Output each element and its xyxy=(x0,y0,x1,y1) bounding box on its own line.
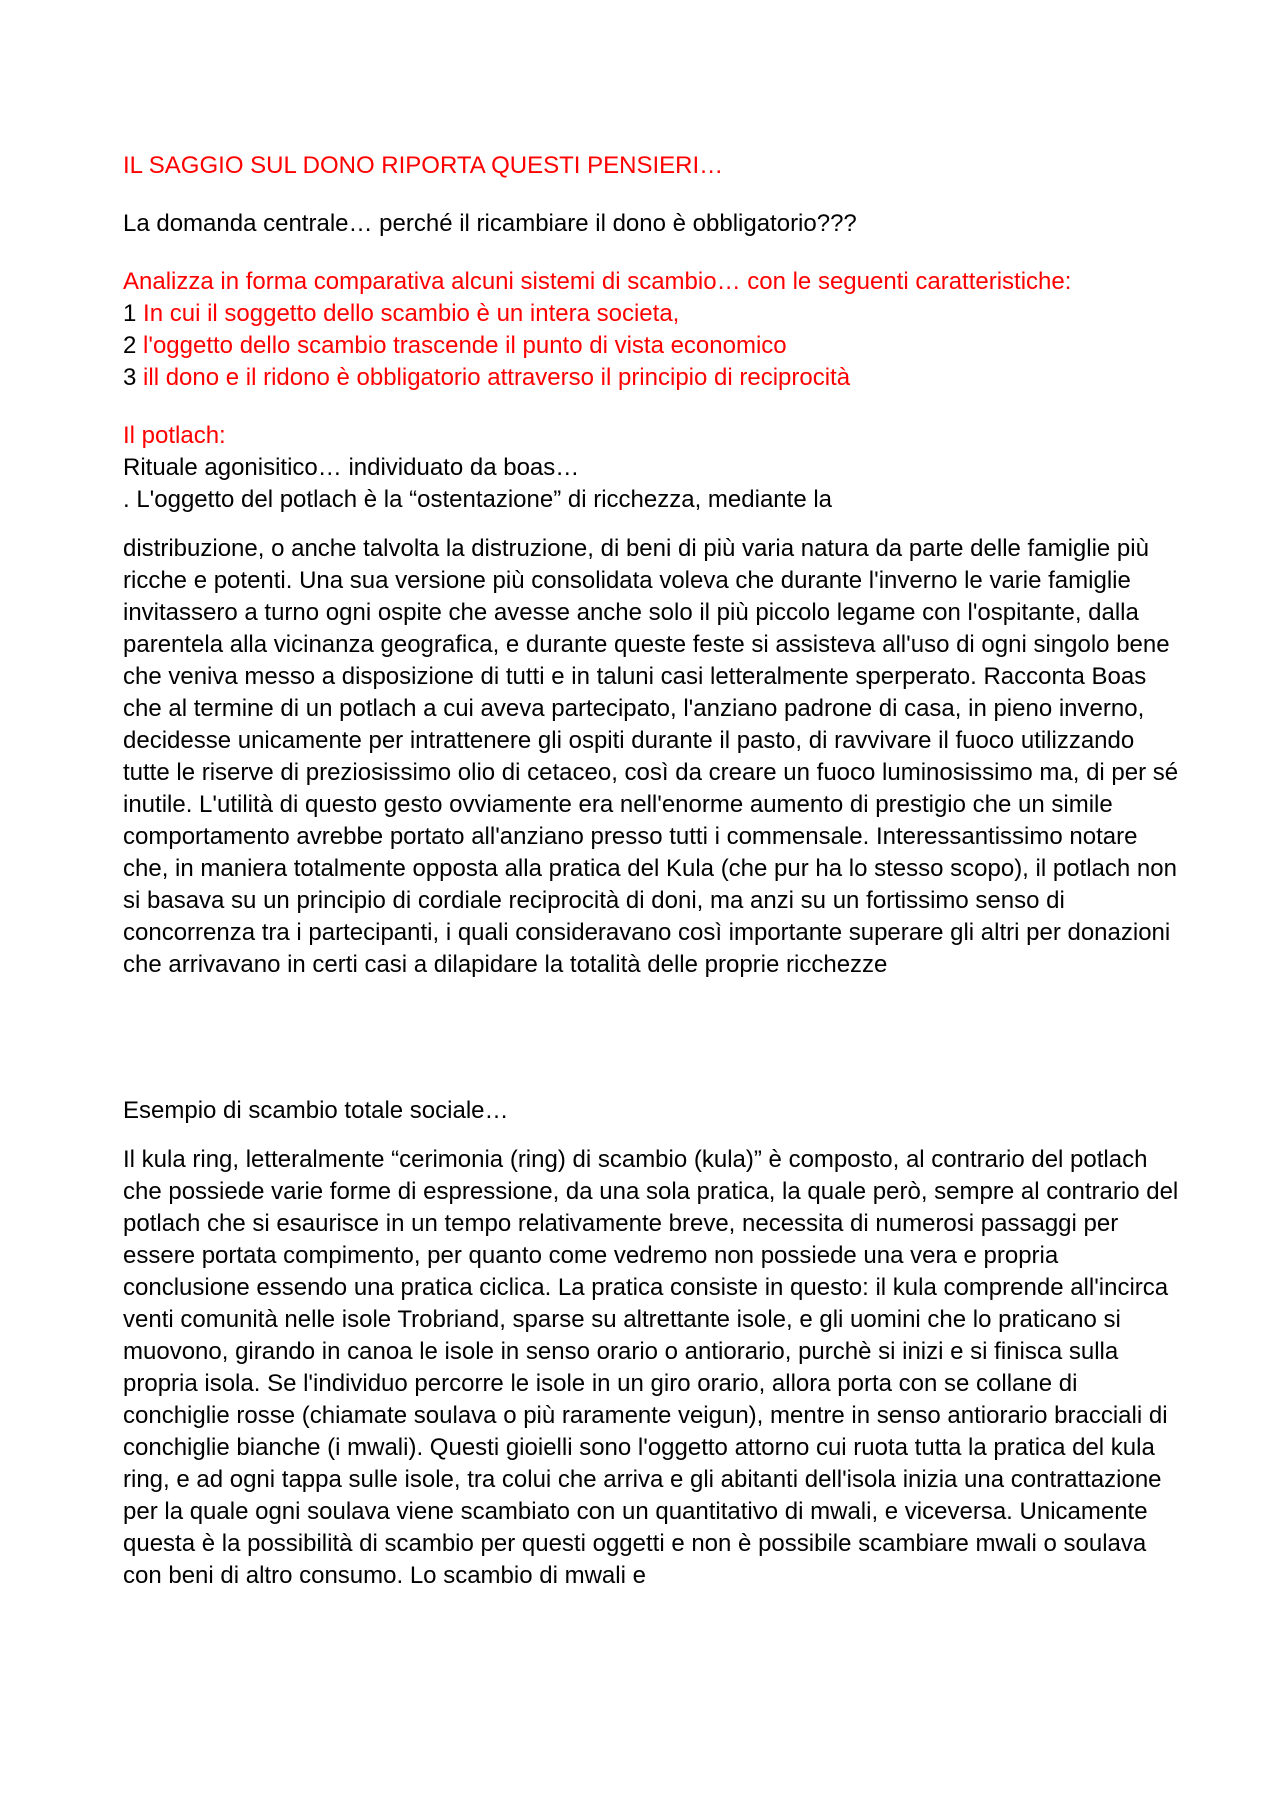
document-page xyxy=(123,150,1183,1592)
analysis-item-text: ill dono e il ridono è obbligatorio attraverso il principio di reciprocità xyxy=(143,364,851,391)
potlach-line-1: Rituale agonisitico… individuato da boas… xyxy=(123,454,580,481)
potlach-line-2: . L'oggetto del potlach è la “ostentazione” di ricchezza, mediante la xyxy=(123,486,833,513)
potlach-paragraph: distribuzione, o anche talvolta la distruzione, di beni di più varia natura da parte delle famiglie più ricche e potenti. Una sua versione più consolidata voleva che durante l'inverno le varie famiglie invitassero a turno ogni ospite che avesse anche solo il più piccolo legame con l'ospitante, dalla parentela alla vicinanza geografica, e durante queste feste si assisteva all'uso di ogni singolo bene che veniva messo a disposizione di tutti e in taluni casi letteralmente sperperato. Racconta Boas che al termine di un potlach a cui aveva partecipato, l'anziano padrone di casa, in pieno inverno, decidesse unicamente per intrattenere gli ospiti durante il pasto, di ravvivare il fuoco utilizzando tutte le riserve di preziosissimo olio di cetaceo, così da creare un fuoco luminosissimo ma, di per sé inutile. L'utilità di questo gesto ovviamente era nell'enorme aumento di prestigio che un simile comportamento avrebbe portato all'anziano presso tutti i commensale. Interessantissimo notare che, in maniera totalmente opposta alla pratica del Kula (che pur ha lo stesso scopo), il potlach non si basava su un principio di cordiale reciprocità di doni, ma anzi su un fortissimo senso di concorrenza tra i partecipanti, i quali consideravano così importante superare gli altri per donazioni che arrivavano in certi casi a dilapidare la totalità delle proprie ricchezze xyxy=(123,535,1179,978)
central-question: La domanda centrale… perché il ricambiare il dono è obbligatorio??? xyxy=(123,210,857,237)
kula-title: Esempio di scambio totale sociale… xyxy=(123,1097,509,1124)
analysis-item-number: 2 xyxy=(123,332,137,359)
kula-paragraph: Il kula ring, letteralmente “cerimonia (ring) di scambio (kula)” è composto, al contrario del potlach che possiede varie forme di espressione, da una sola pratica, la quale però, sempre al contrario del potlach che si esaurisce in un tempo relativamente breve, necessita di numerosi passaggi per essere portata compimento, per quanto come vedremo non possiede una vera e propria conclusione essendo una pratica ciclica. La pratica consiste in questo: il kula comprende all'incirca venti comunità nelle isole Trobriand, sparse su altrettante isole, e gli uomini che lo praticano si muovono, girando in canoa le isole in senso orario o antiorario, purchè si inizi e si finisca sulla propria isola. Se l'individuo percorre le isole in un giro orario, allora porta con se collane di conchiglie rosse (chiamate soulava o più raramente veigun), mentre in senso antiorario bracciali di conchiglie bianche (i mwali). Questi gioielli sono l'oggetto attorno cui ruota tutta la pratica del kula ring, e ad ogni tappa sulle isole, tra colui che arriva e gli abitanti dell'isola inizia una contrattazione per la quale ogni soulava viene scambiato con un quantitativo di mwali, e viceversa. Unicamente questa è la possibilità di scambio per questi oggetti e non è possibile scambiare mwali o soulava con beni di altro consumo. Lo scambio di mwali e xyxy=(123,1146,1179,1589)
analysis-item-text: In cui il soggetto dello scambio è un intera societa, xyxy=(143,300,680,327)
analysis-item-number: 1 xyxy=(123,300,137,327)
analysis-item-3 xyxy=(123,362,1183,394)
potlach-title: Il potlach: xyxy=(123,422,226,449)
analysis-intro: Analizza in forma comparativa alcuni sistemi di scambio… con le seguenti caratteristiche: xyxy=(123,268,1072,295)
document-heading: IL SAGGIO SUL DONO RIPORTA QUESTI PENSIERI… xyxy=(123,152,724,179)
analysis-item-2 xyxy=(123,330,1183,362)
analysis-item-text: l'oggetto dello scambio trascende il punto di vista economico xyxy=(143,332,787,359)
analysis-item-1 xyxy=(123,298,1183,330)
analysis-item-number: 3 xyxy=(123,364,137,391)
